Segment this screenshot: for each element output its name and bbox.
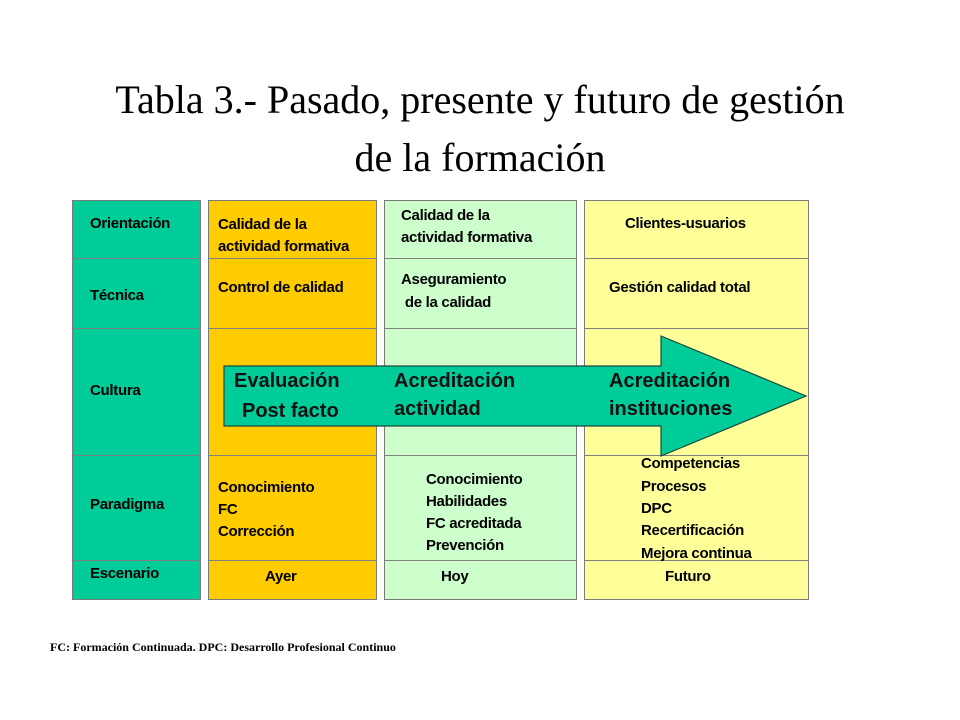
presente-paradigma-line: FC acreditada — [426, 515, 522, 532]
presente-tecnica-line: de la calidad — [401, 294, 492, 311]
pasado-paradigma-line: Corrección — [218, 523, 295, 540]
futuro-paradigma-line: Recertificación — [641, 522, 745, 539]
presente-orientacion-line: actividad formativa — [401, 229, 533, 246]
arrow-presente-line: actividad — [394, 398, 481, 420]
futuro-escenario: Futuro — [665, 568, 711, 585]
arrow-pasado-line: Post facto — [242, 400, 339, 422]
title-line-2: de la formación — [354, 135, 606, 180]
presente-paradigma-line: Habilidades — [426, 493, 507, 510]
pasado-paradigma-line: Conocimiento — [218, 479, 315, 496]
pasado-orientacion-line: Calidad de la — [218, 216, 307, 233]
futuro-tecnica: Gestión calidad total — [609, 279, 751, 296]
futuro-paradigma-line: DPC — [641, 500, 672, 517]
arrow-pasado-line: Evaluación — [234, 370, 340, 392]
presente-paradigma-line: Conocimiento — [426, 471, 523, 488]
futuro-orientacion: Clientes-usuarios — [625, 215, 746, 232]
row-label-paradigma: Paradigma — [90, 496, 164, 513]
futuro-paradigma-line: Procesos — [641, 478, 707, 495]
arrow-presente-line: Acreditación — [394, 370, 516, 392]
row-label-cultura: Cultura — [90, 382, 141, 399]
futuro-paradigma-line: Mejora continua — [641, 545, 752, 562]
pasado-tecnica: Control de calidad — [218, 279, 344, 296]
arrow-futuro-line: Acreditación — [609, 370, 731, 392]
presente-tecnica-line: Aseguramiento — [401, 271, 507, 288]
row-label-escenario: Escenario — [90, 565, 160, 582]
title-line-1: Tabla 3.- Pasado, presente y futuro de gestión — [115, 77, 845, 122]
futuro-paradigma-line: Competencias — [641, 455, 740, 472]
presente-orientacion-line: Calidad de la — [401, 207, 490, 224]
row-label-orientacion: Orientación — [90, 215, 171, 232]
pasado-escenario: Ayer — [265, 568, 297, 585]
presente-escenario: Hoy — [441, 568, 469, 585]
presente-paradigma-line: Prevención — [426, 537, 504, 554]
arrow-futuro-line: instituciones — [609, 398, 733, 420]
pasado-paradigma-line: FC — [218, 501, 238, 518]
pasado-orientacion-line: actividad formativa — [218, 238, 350, 255]
footnote: FC: Formación Continuada. DPC: Desarrollo Profesional Continuo — [50, 640, 396, 654]
row-label-tecnica: Técnica — [90, 287, 144, 304]
